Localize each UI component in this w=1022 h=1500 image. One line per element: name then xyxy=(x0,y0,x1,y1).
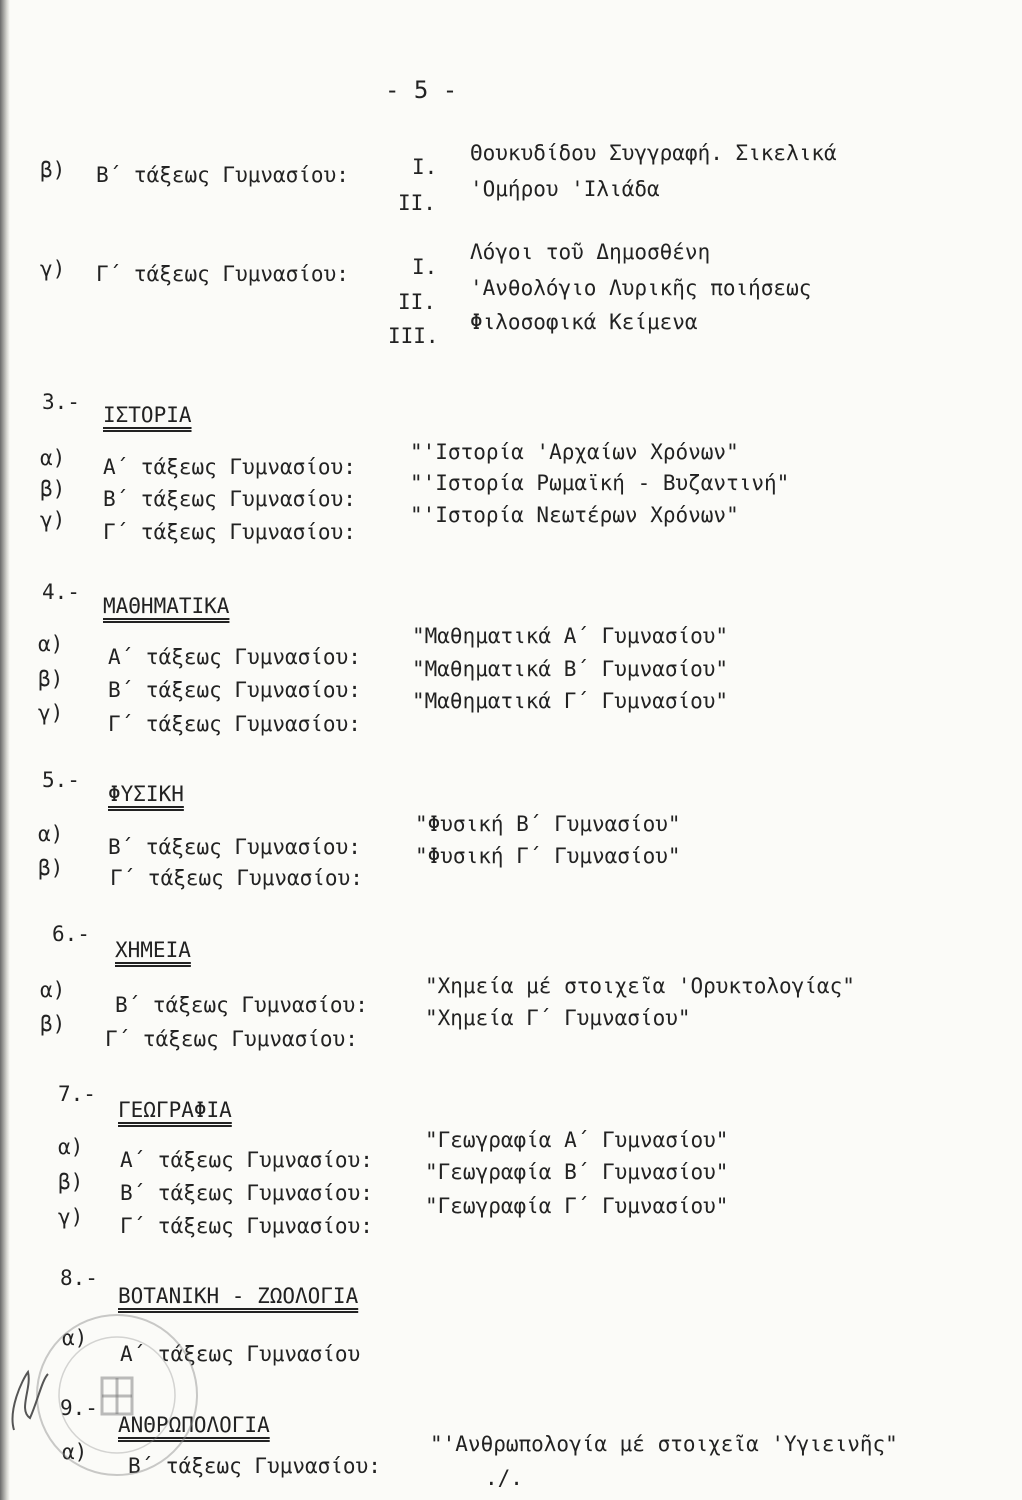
book-title: "Φυσική Γ΄ Γυμνασίου" xyxy=(415,844,681,868)
row-marker: β) xyxy=(38,667,64,691)
class-label: Β΄ τάξεως Γυμνασίου: xyxy=(108,835,361,859)
row-marker: γ) xyxy=(58,1205,84,1229)
book-title: "'Ιστορία Ρωμαϊκή - Βυζαντινή" xyxy=(410,471,790,495)
row-marker: α) xyxy=(40,446,66,470)
section-title: ΙΣΤΟΡΙΑ xyxy=(103,403,192,427)
binding-edge-shadow xyxy=(0,0,10,1500)
row-marker: α) xyxy=(40,978,66,1002)
section-title: ΓΕΩΓΡΑΦΙΑ xyxy=(118,1098,232,1122)
row-marker: β) xyxy=(40,477,66,501)
section-title: ΒΟΤΑΝΙΚΗ - ΖΩΟΛΟΓΙΑ xyxy=(118,1284,359,1308)
class-label: Γ΄ τάξεως Γυμνασίου: xyxy=(103,520,356,544)
row-marker: β) xyxy=(58,1170,84,1194)
item-number: I. xyxy=(412,255,438,279)
class-label: Γ΄ τάξεως Γυμνασίου: xyxy=(96,262,349,286)
class-label: Β΄ τάξεως Γυμνασίου: xyxy=(115,993,368,1017)
class-label: Α΄ τάξεως Γυμνασίου xyxy=(120,1342,361,1366)
section-number: 3.- xyxy=(42,390,80,414)
book-title: Θουκυδίδου Συγγραφή. Σικελικά xyxy=(470,141,837,165)
book-title: 'Ομήρου 'Ιλιάδα xyxy=(470,177,660,201)
row-marker: α) xyxy=(38,632,64,656)
section-number: 4.- xyxy=(42,580,80,604)
class-label: Γ΄ τάξεως Γυμνασίου: xyxy=(105,1027,358,1051)
row-marker: β) xyxy=(38,856,64,880)
class-label: Β΄ τάξεως Γυμνασίου: xyxy=(120,1181,373,1205)
book-title: "Χημεία Γ΄ Γυμνασίου" xyxy=(425,1006,691,1030)
book-title: Φιλοσοφικά Κείμενα xyxy=(470,310,698,334)
class-label: Β΄ τάξεως Γυμνασίου: xyxy=(128,1454,381,1478)
item-number: III. xyxy=(388,324,439,348)
class-label: Β΄ τάξεως Γυμνασίου: xyxy=(108,678,361,702)
section-title: ΜΑΘΗΜΑΤΙΚΑ xyxy=(103,594,230,618)
class-label: Γ΄ τάξεως Γυμνασίου: xyxy=(120,1214,373,1238)
block-marker: γ) xyxy=(40,257,66,281)
book-title: "Μαθηματικά Γ΄ Γυμνασίου" xyxy=(412,689,729,713)
section-number: 5.- xyxy=(42,768,80,792)
section-title: ΑΝΘΡΩΠΟΛΟΓΙΑ xyxy=(118,1413,270,1437)
end-mark: ./. xyxy=(485,1466,523,1490)
book-title: "Μαθηματικά Β΄ Γυμνασίου" xyxy=(412,657,729,681)
class-label: Α΄ τάξεως Γυμνασίου: xyxy=(103,455,356,479)
section-title: ΦΥΣΙΚΗ xyxy=(108,782,184,806)
book-title: Λόγοι τοῦ Δημοσθένη xyxy=(470,240,711,264)
section-number: 7.- xyxy=(58,1082,96,1106)
row-marker: α) xyxy=(62,1326,88,1350)
section-title: ΧΗΜΕΙΑ xyxy=(115,938,191,962)
row-marker: α) xyxy=(38,822,64,846)
class-label: Γ΄ τάξεως Γυμνασίου: xyxy=(108,712,361,736)
item-number: I. xyxy=(412,155,438,179)
section-number: 6.- xyxy=(52,922,90,946)
class-label: Γ΄ τάξεως Γυμνασίου: xyxy=(110,866,363,890)
book-title: "Χημεία μέ στοιχεῖα 'Ορυκτολογίας" xyxy=(425,974,855,998)
handwritten-initials xyxy=(4,1360,54,1440)
class-label: Β΄ τάξεως Γυμνασίου: xyxy=(96,163,349,187)
class-label: Α΄ τάξεως Γυμνασίου: xyxy=(120,1148,373,1172)
item-number: II. xyxy=(398,290,436,314)
page-number: - 5 - xyxy=(385,76,458,104)
book-title: "Γεωγραφία Γ΄ Γυμνασίου" xyxy=(425,1194,729,1218)
row-marker: γ) xyxy=(38,701,64,725)
book-title: "'Ιστορία 'Αρχαίων Χρόνων" xyxy=(410,440,739,464)
class-label: Α΄ τάξεως Γυμνασίου: xyxy=(108,645,361,669)
book-title: "Γεωγραφία Β΄ Γυμνασίου" xyxy=(425,1160,729,1184)
row-marker: α) xyxy=(58,1135,84,1159)
class-label: Β΄ τάξεως Γυμνασίου: xyxy=(103,487,356,511)
item-number: II. xyxy=(398,191,436,215)
book-title: "Φυσική Β΄ Γυμνασίου" xyxy=(415,812,681,836)
book-title: "Μαθηματικά Α΄ Γυμνασίου" xyxy=(412,624,729,648)
book-title: "'Ιστορία Νεωτέρων Χρόνων" xyxy=(410,503,739,527)
book-title: "'Ανθρωπολογία μέ στοιχεῖα 'Υγιεινῆς" xyxy=(430,1432,898,1456)
book-title: 'Ανθολόγιο Λυρικῆς ποιήσεως xyxy=(470,276,812,300)
row-marker: α) xyxy=(62,1440,88,1464)
row-marker: β) xyxy=(40,1012,66,1036)
section-number: 8.- xyxy=(60,1266,98,1290)
section-number: 9.- xyxy=(60,1396,98,1420)
block-marker: β) xyxy=(40,158,66,182)
book-title: "Γεωγραφία Α΄ Γυμνασίου" xyxy=(425,1128,729,1152)
row-marker: γ) xyxy=(40,508,66,532)
